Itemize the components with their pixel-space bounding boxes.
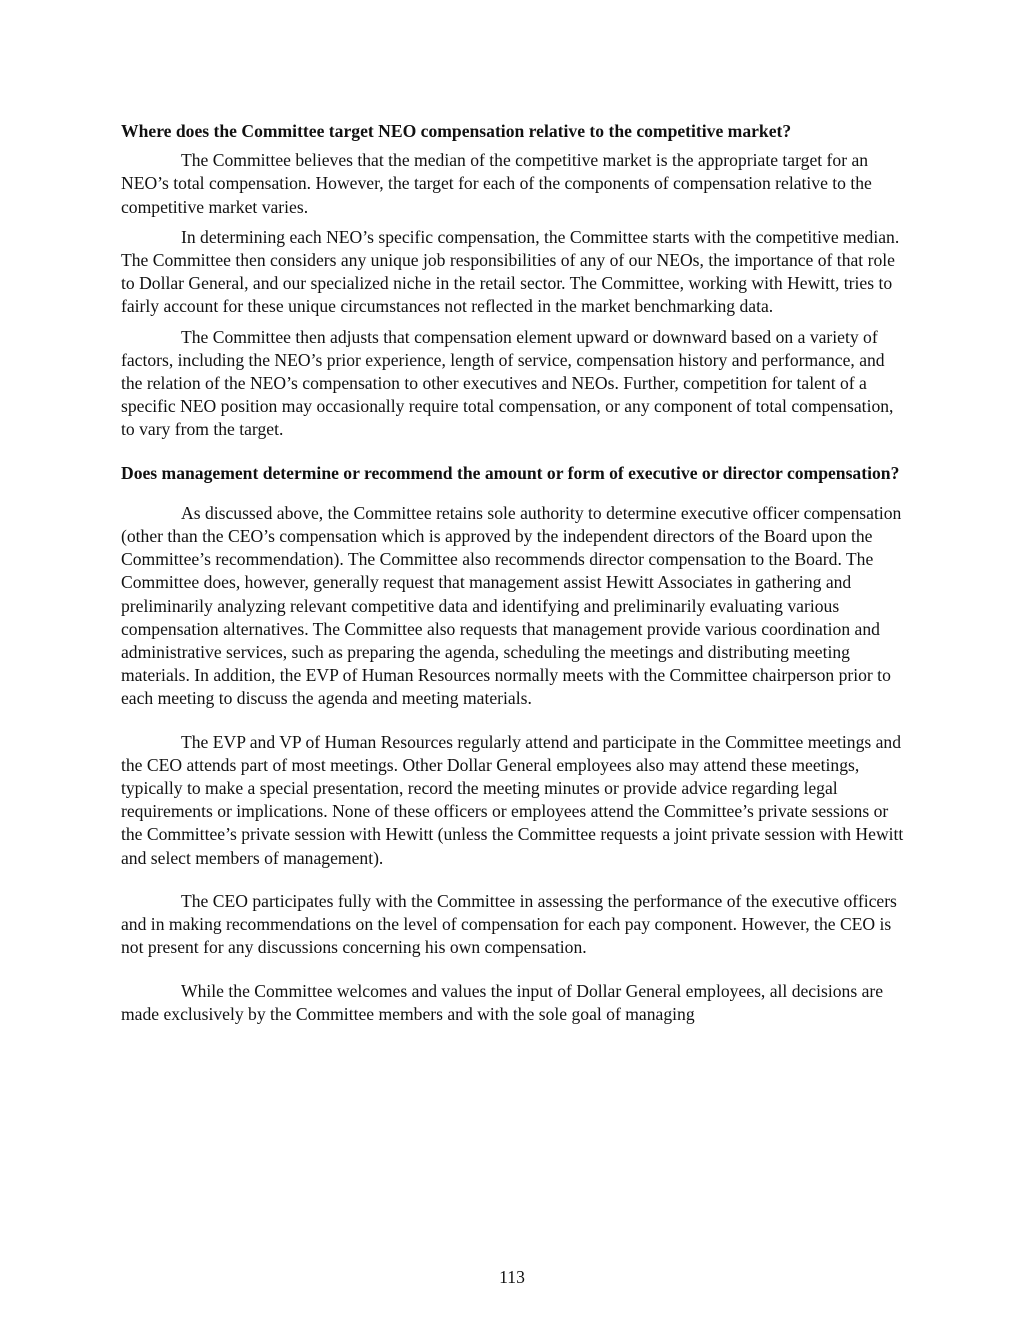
paragraph: The Committee then adjusts that compensation element upward or downward based on a variety of factors, including the NEO’s prior experience, length of service, compensation history and performance, and the relation of the NEO’s compensation to other executives and NEOs. Further, competition for talent of a specific NEO position may occasionally require total compensation, or any component of total compensation, to vary from the target. xyxy=(121,326,894,440)
paragraph: In determining each NEO’s specific compensation, the Committee starts with the competitive median. The Committee then considers any unique job responsibilities of any of our NEOs, the importance of that role to Dollar General, and our specialized niche in the retail sector. The Committee, working with Hewitt, tries to fairly account for these unique circumstances not reflected in the market benchmarking data. xyxy=(121,226,900,317)
paragraph: The EVP and VP of Human Resources regularly attend and participate in the Committee meetings and the CEO attends part of most meetings. Other Dollar General employees also may attend these meetings, typically to make a special presentation, record the meeting minutes or provide advice regarding legal requirements or implications. None of these officers or employees attend the Committee’s private sessions or the Committee’s private session with Hewitt (unless the Committee requests a joint private session with Hewitt and select members of management). xyxy=(121,731,904,868)
paragraph: The Committee believes that the median of the competitive market is the appropriate target for an NEO’s total compensation. However, the target for each of the components of compensation relative to the competitive market varies. xyxy=(121,150,872,217)
document-page xyxy=(121,120,906,1033)
section-heading-neo-target: Where does the Committee target NEO compensation relative to the competitive market? xyxy=(121,121,792,141)
paragraph: While the Committee welcomes and values the input of Dollar General employees, all decisions are made exclusively by the Committee members and with the sole goal of managing xyxy=(121,980,884,1024)
paragraph: The CEO participates fully with the Committee in assessing the performance of the executive officers and in making recommendations on the level of compensation for each pay component. However, the CEO is not present for any discussions concerning his own compensation. xyxy=(121,890,897,958)
page-number: 113 xyxy=(499,1267,525,1287)
section-heading-management-role: Does management determine or recommend the amount or form of executive or director compensation? xyxy=(121,462,900,483)
paragraph: As discussed above, the Committee retains sole authority to determine executive officer compensation (other than the CEO’s compensation which is approved by the independent directors of the Board upon the Committee’s recommendation). The Committee also recommends director compensation to the Board. The Committee does, however, generally request that management assist Hewitt Associates in gathering and preliminarily analyzing relevant competitive data and identifying and preliminarily evaluating various compensation alternatives. The Committee also requests that management provide various coordination and administrative services, such as preparing the agenda, scheduling the meetings and distributing meeting materials. In addition, the EVP of Human Resources normally meets with the Committee chairperson prior to each meeting to discuss the agenda and meeting materials. xyxy=(121,502,902,709)
